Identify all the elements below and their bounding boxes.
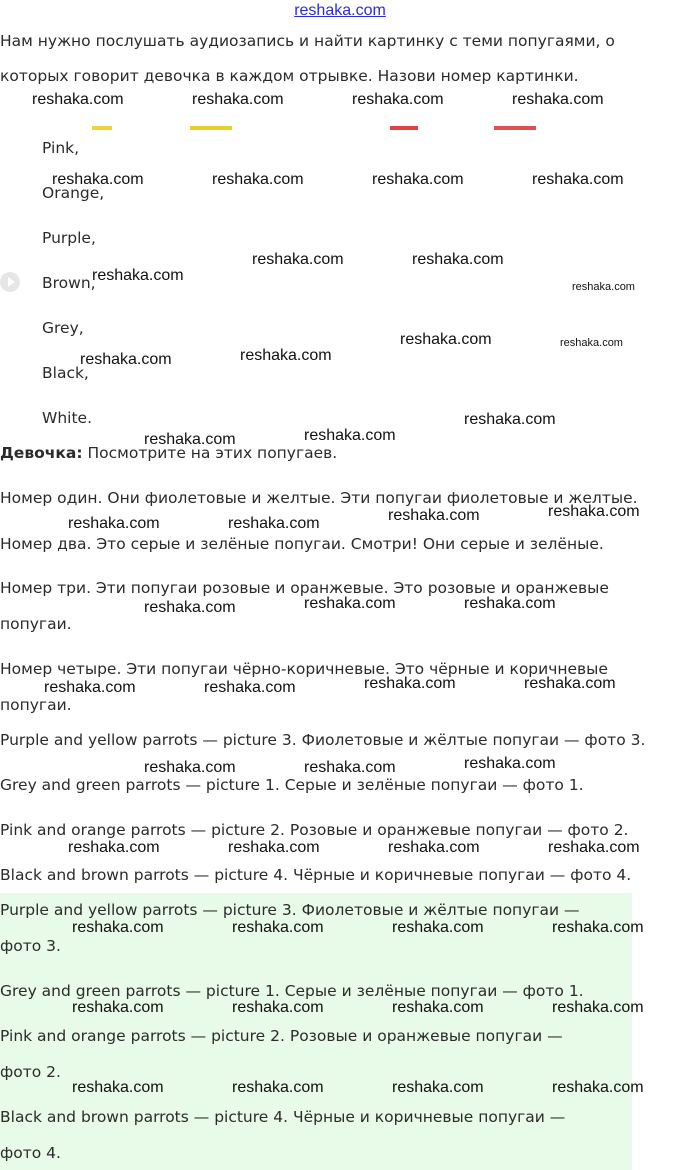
- watermark-text: reshaka.com: [212, 171, 304, 188]
- watermark-text: reshaka.com: [192, 91, 284, 108]
- watermark-text: reshaka.com: [72, 919, 164, 936]
- watermark-text: reshaka.com: [352, 91, 444, 108]
- play-icon[interactable]: [0, 272, 20, 292]
- answer-box-line: фото 2.: [0, 1063, 61, 1081]
- watermark-text: reshaka.com: [388, 839, 480, 856]
- picture-strip: [494, 126, 536, 130]
- watermark-text: reshaka.com: [304, 759, 396, 776]
- watermark-text: reshaka.com: [72, 1079, 164, 1096]
- watermark-text: reshaka.com: [572, 281, 635, 293]
- number-three-text: Номер три. Эти попугаи розовые и оранжевые. Это розовые и оранжевые: [0, 579, 609, 597]
- watermark-text: reshaka.com: [464, 595, 556, 612]
- number-two-text: Номер два. Это серые и зелёные попугаи. Смотри! Они серые и зелёные.: [0, 535, 604, 553]
- watermark-text: reshaka.com: [240, 347, 332, 364]
- answer-line: Black and brown parrots — picture 4. Чёрные и коричневые попугаи — фото 4.: [0, 866, 632, 884]
- watermark-text: reshaka.com: [44, 679, 136, 696]
- answer-box-line: Purple and yellow parrots — picture 3. Фиолетовые и жёлтые попугаи —: [0, 901, 580, 919]
- picture-strip: [92, 126, 112, 130]
- watermark-text: reshaka.com: [52, 171, 144, 188]
- watermark-text: reshaka.com: [464, 755, 556, 772]
- watermark-text: reshaka.com: [548, 503, 640, 520]
- watermark-text: reshaka.com: [144, 599, 236, 616]
- watermark-text: reshaka.com: [392, 999, 484, 1016]
- color-item: Black,: [42, 364, 89, 382]
- watermark-text: reshaka.com: [552, 1079, 644, 1096]
- watermark-text: reshaka.com: [532, 171, 624, 188]
- watermark-text: reshaka.com: [304, 427, 396, 444]
- watermark-text: reshaka.com: [204, 679, 296, 696]
- watermark-text: reshaka.com: [72, 999, 164, 1016]
- watermark-text: reshaka.com: [392, 1079, 484, 1096]
- speaker-label: Девочка:: [0, 444, 83, 462]
- answer-box-line: фото 4.: [0, 1144, 61, 1162]
- number-four-text: Номер четыре. Эти попугаи чёрно-коричневые. Это чёрные и коричневые: [0, 660, 608, 678]
- watermark-text: reshaka.com: [228, 839, 320, 856]
- site-link[interactable]: reshaka.com: [294, 2, 386, 19]
- watermark-text: reshaka.com: [252, 251, 344, 268]
- watermark-text: reshaka.com: [524, 675, 616, 692]
- watermark-text: reshaka.com: [400, 331, 492, 348]
- number-three-text: попугаи.: [0, 615, 72, 633]
- picture-strip: [190, 126, 232, 130]
- number-four-text: попугаи.: [0, 696, 72, 714]
- watermark-text: reshaka.com: [464, 411, 556, 428]
- answer-line: Pink and orange parrots — picture 2. Розовые и оранжевые попугаи — фото 2.: [0, 821, 629, 839]
- watermark-text: reshaka.com: [512, 91, 604, 108]
- watermark-text: reshaka.com: [232, 919, 324, 936]
- task-text-line-2: которых говорит девочка в каждом отрывке. Назови номер картинки.: [0, 67, 579, 85]
- watermark-text: reshaka.com: [552, 919, 644, 936]
- color-item: White.: [42, 409, 92, 427]
- watermark-text: reshaka.com: [372, 171, 464, 188]
- picture-strip: [390, 126, 418, 130]
- color-item: Purple,: [42, 229, 96, 247]
- watermark-text: reshaka.com: [32, 91, 124, 108]
- answer-line: Grey and green parrots — picture 1. Серые и зелёные попугаи — фото 1.: [0, 776, 584, 794]
- watermark-text: reshaka.com: [228, 515, 320, 532]
- color-item: Grey,: [42, 319, 84, 337]
- watermark-text: reshaka.com: [364, 675, 456, 692]
- color-item: Pink,: [42, 139, 80, 157]
- watermark-text: reshaka.com: [144, 759, 236, 776]
- watermark-text: reshaka.com: [144, 431, 236, 448]
- answer-box-line: Black and brown parrots — picture 4. Чёрные и коричневые попугаи —: [0, 1108, 566, 1126]
- watermark-text: reshaka.com: [80, 351, 172, 368]
- watermark-text: reshaka.com: [388, 507, 480, 524]
- watermark-text: reshaka.com: [232, 999, 324, 1016]
- watermark-text: reshaka.com: [548, 839, 640, 856]
- watermark-text: reshaka.com: [232, 1079, 324, 1096]
- watermark-text: reshaka.com: [412, 251, 504, 268]
- watermark-text: reshaka.com: [68, 839, 160, 856]
- answer-line: Purple and yellow parrots — picture 3. Фиолетовые и жёлтые попугаи — фото 3.: [0, 731, 646, 749]
- answer-box-line: фото 3.: [0, 937, 61, 955]
- watermark-text: reshaka.com: [92, 267, 184, 284]
- answer-box-line: Grey and green parrots — picture 1. Серые и зелёные попугаи — фото 1.: [0, 982, 584, 1000]
- color-item: Orange,: [42, 184, 105, 202]
- answer-box-line: Pink and orange parrots — picture 2. Розовые и оранжевые попугаи —: [0, 1027, 563, 1045]
- girl-text: Посмотрите на этих попугаев.: [82, 444, 338, 462]
- watermark-text: reshaka.com: [552, 999, 644, 1016]
- watermark-text: reshaka.com: [304, 595, 396, 612]
- task-text-line-1: Нам нужно послушать аудиозапись и найти картинку с теми попугаями, о: [0, 32, 615, 50]
- watermark-text: reshaka.com: [560, 337, 623, 349]
- watermark-text: reshaka.com: [68, 515, 160, 532]
- number-one-text: Номер один. Они фиолетовые и желтые. Эти попугаи фиолетовые и желтые.: [0, 489, 638, 507]
- watermark-text: reshaka.com: [392, 919, 484, 936]
- color-item: Brown,: [42, 274, 96, 292]
